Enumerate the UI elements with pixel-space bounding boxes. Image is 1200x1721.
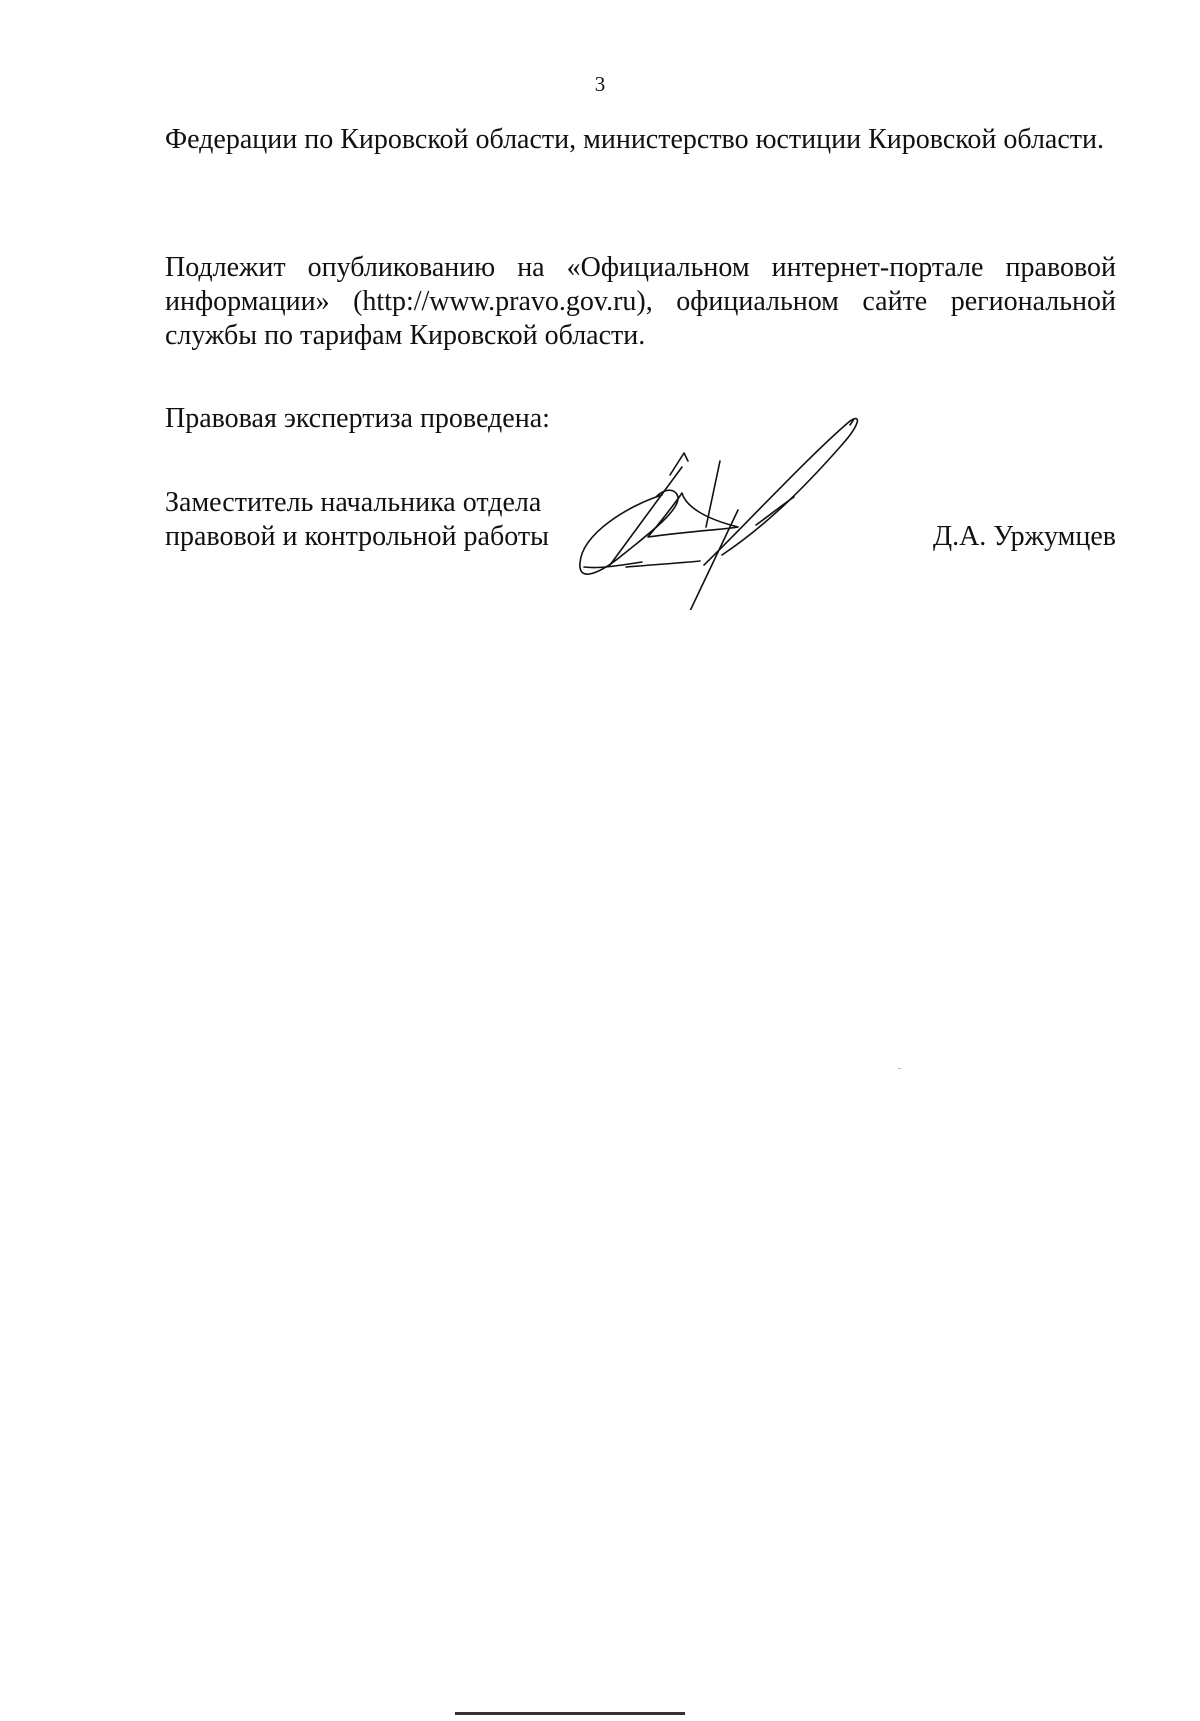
paragraph-recipients: Федерации по Кировской области, министерство юстиции Кировской области. [165,124,1105,155]
signatory-position-line-1: Заместитель начальника отдела [165,487,542,518]
signatory-position-line-2: правовой и контрольной работы [165,521,549,552]
handwritten-signature-icon [570,415,910,610]
footer-rule [455,1712,685,1715]
legal-expertise-label: Правовая экспертиза проведена: [165,403,550,434]
scan-speck [898,1068,901,1069]
signatory-name: Д.А. Уржумцев [932,521,1116,552]
page-number: 3 [594,72,606,96]
signatory-position [165,486,549,554]
paragraph-publication: Подлежит опубликованию на «Официальном интернет-портале правовой информации» (http://www.pravo.gov.ru), официальном сайте региональной службы по тарифам Кировской области. [165,252,1116,351]
